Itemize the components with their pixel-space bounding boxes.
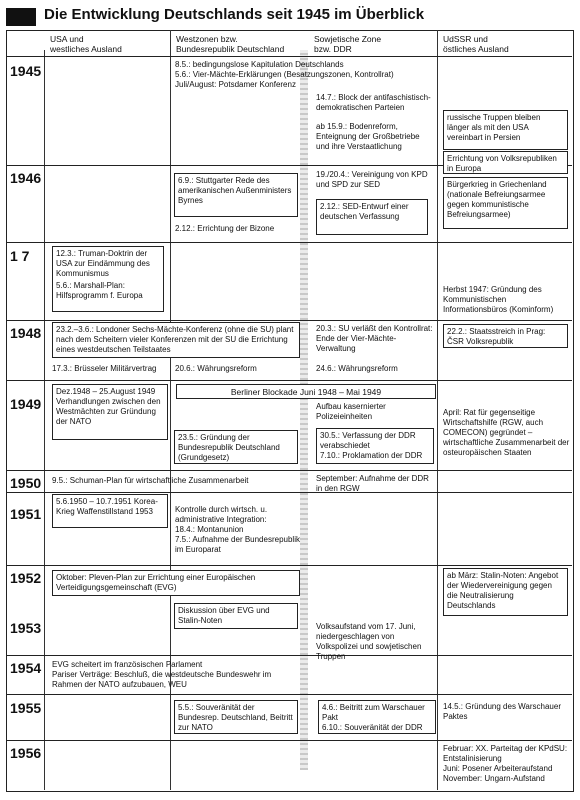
row-separator (6, 380, 572, 381)
title-marker (6, 8, 36, 26)
event-text: Aufbau kasernierter Polizeieinheiten (316, 402, 386, 421)
row-separator (6, 492, 572, 493)
row-separator (6, 694, 572, 695)
year-label: 1946 (10, 170, 42, 186)
row-separator (6, 740, 572, 741)
column-header-west: USA und westliches Ausland (50, 34, 122, 54)
event-text: 9.5.: Schuman-Plan für wirtschaftliche Zusammenarbeit (52, 476, 249, 485)
event-box: 22.2.: Staatsstreich in Prag: ČSR Volksrepublik (443, 324, 568, 348)
event-box: 23.5.: Gründung der Bundesrepublik Deutschland (Grundgesetz) (174, 430, 298, 464)
event-text: 2.12.: Errichtung der Bizone (175, 224, 275, 233)
year-label: 1954 (10, 660, 42, 676)
event-box: Oktober: Pleven-Plan zur Errichtung einer Europäischen Verteidigungsgemeinschaft (EVG) (52, 570, 300, 596)
year-label: 1949 (10, 396, 42, 412)
event-box: 23.2.–3.6.: Londoner Sechs-Mächte-Konferenz (ohne die SU) plant nach dem Scheitern vieler Konferenzen mit der SU die Errichtung eines westdeutschen Teilstaates (52, 322, 300, 358)
column-header-east: UdSSR und östliches Ausland (443, 34, 509, 54)
year-label: 1948 (10, 325, 42, 341)
event-text: Herbst 1947: Gründung des Kommunistischen Informationsbüros (Kominform) (443, 285, 554, 314)
year-column-divider (44, 50, 45, 790)
event-text: EVG scheitert im französischen Parlament (52, 660, 203, 669)
year-label: 1956 (10, 745, 42, 761)
event-text: Juli/August: Potsdamer Konferenz (175, 80, 296, 89)
event-box: 4.6.: Beitritt zum Warschauer Pakt 6.10.: Souveränität der DDR (318, 700, 436, 734)
column-divider-3 (437, 30, 438, 790)
event-box: 2.12.: SED-Entwurf einer deutschen Verfassung (316, 199, 428, 235)
event-text: 17.3.: Brüsseler Militärvertrag (52, 364, 157, 373)
event-text: 20.3.: SU verläßt den Kontrollrat: Ende der Vier-Mächte-Verwaltung (316, 324, 433, 353)
row-separator (6, 565, 572, 566)
year-label: 1953 (10, 620, 42, 636)
year-label: 1 7 (10, 248, 30, 264)
event-text: 5.6.: Vier-Mächte-Erklärungen (Besatzungszonen, Kontrollrat) (175, 70, 394, 79)
event-text: Pariser Verträge: Beschluß, die westdeutsche Bundeswehr im Rahmen der NATO aufzubauen, WEU (52, 670, 272, 689)
year-label: 1950 (10, 475, 42, 491)
event-box: 30.5.: Verfassung der DDR verabschiedet 7.10.: Proklamation der DDR (316, 428, 434, 464)
row-separator (6, 56, 572, 57)
event-text: 14.7.: Block der antifaschistisch-demokratischen Parteien (316, 93, 431, 112)
event-text: Februar: XX. Parteitag der KPdSU: Entstalinisierung Juni: Posener Arbeiteraufstand November: Ungarn-Aufstand (443, 744, 568, 783)
event-text: April: Rat für gegenseitige Wirtschaftshilfe (RGW, auch COMECON) gegründet – wirtschaftliche Zusammenarbeit der osteuropäischen Staaten (443, 408, 570, 457)
event-text: Kontrolle durch wirtsch. u. administrative Integration: 18.4.: Montanunion 7.5.: Aufnahme der Bundesrepublik im Europarat (175, 505, 300, 554)
year-label: 1955 (10, 700, 42, 716)
event-text: 14.5.: Gründung des Warschauer Paktes (443, 702, 561, 721)
event-box-highlight: Berliner Blockade Juni 1948 – Mai 1949 (176, 384, 436, 399)
event-box: 6.9.: Stuttgarter Rede des amerikanischen Außenministers Byrnes (174, 173, 298, 217)
event-box: ab März: Stalin-Noten: Angebot der Wiedervereinigung gegen die Neutralisierung Deutschlands (443, 568, 568, 616)
event-box: russische Truppen bleiben länger als mit den USA vereinbart in Persien (443, 110, 568, 150)
event-text: 8.5.: bedingungslose Kapitulation Deutschlands (175, 60, 344, 69)
event-box: Diskussion über EVG und Stalin-Noten (174, 603, 298, 629)
event-text: 19./20.4.: Vereinigung von KPD und SPD zur SED (316, 170, 428, 189)
event-text: Volksaufstand vom 17. Juni, niedergeschlagen von Volkspolizei und sowjetischen Truppen (316, 622, 422, 661)
page-title: Die Entwicklung Deutschlands seit 1945 im Überblick (44, 6, 425, 23)
event-box (52, 246, 164, 312)
event-box: 5.6.1950 – 10.7.1951 Korea-Krieg Waffenstillstand 1953 (52, 494, 168, 528)
event-text: 12.3.: Truman-Doktrin der USA zur Eindämmung des Kommunismus (56, 249, 150, 278)
event-text: 20.6.: Währungsreform (175, 364, 257, 373)
column-header-frg: Westzonen bzw. Bundesrepublik Deutschland (176, 34, 285, 54)
event-box: 5.5.: Souveränität der Bundesrep. Deutschland, Beitritt zur NATO (174, 700, 298, 734)
column-header-gdr: Sowjetische Zone bzw. DDR (314, 34, 382, 54)
event-box: Bürgerkrieg in Griechenland (nationale Befreiungsarmee gegen kommunistische Befreiungsarmee) (443, 177, 568, 229)
row-separator (6, 320, 572, 321)
event-text: ab 15.9.: Bodenreform, Enteignung der Großbetriebe und ihre Verstaatlichung (316, 122, 420, 151)
year-label: 1952 (10, 570, 42, 586)
event-text: September: Aufnahme der DDR in den RGW (316, 474, 429, 493)
year-label: 1945 (10, 63, 42, 79)
year-label: 1951 (10, 506, 42, 522)
event-text: 5.6.: Marshall-Plan: Hilfsprogramm f. Europa (56, 281, 143, 300)
event-box: Errichtung von Volksrepubliken in Europa (443, 151, 568, 174)
row-separator (6, 470, 572, 471)
event-text: 24.6.: Währungsreform (316, 364, 398, 373)
row-separator (6, 655, 572, 656)
event-box: Dez.1948 – 25.August 1949 Verhandlungen zwischen den Westmächten zur Gründung der NATO (52, 384, 168, 440)
row-separator (6, 242, 572, 243)
